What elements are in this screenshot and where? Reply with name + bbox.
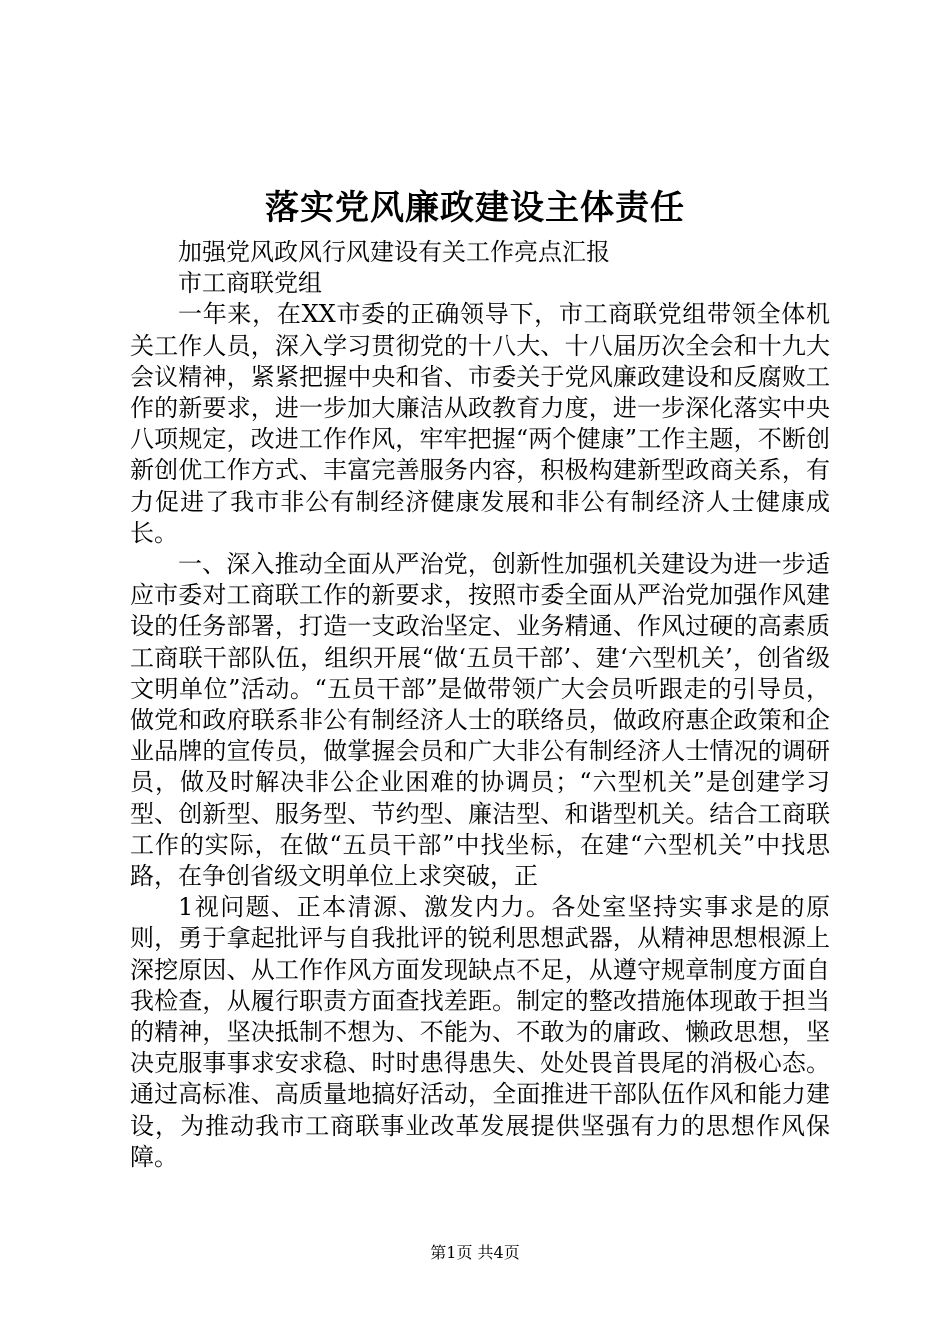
document-title: 落实党风廉政建设主体责任: [265, 188, 685, 228]
body-paragraph: 1视问题、正本清源、激发内力。各处室坚持实事求是的原则，勇于拿起批评与自我批评的锐利思想武器，从精神思想根源上深挖原因、从工作作风方面发现缺点不足，从遵守规章制度方面自我检查，从履行职责方面查找差距。制定的整改措施体现敢于担当的精神，坚决抵制不想为、不能为、不敢为的庸政、懒政思想，坚决克服事事求安求稳、时时患得患失、处处畏首畏尾的消极心态。通过高标准、高质量地搞好活动，全面推进干部队伍作风和能力建设，为推动我市工商联事业改革发展提供坚强有力的思想作风保障。: [130, 893, 830, 1171]
page-number-footer: 第1页 共4页: [430, 1243, 520, 1262]
author-paragraph: 市工商联党组: [178, 269, 322, 298]
subtitle-paragraph: 加强党风政风行风建设有关工作亮点汇报: [178, 238, 610, 266]
document-body: [130, 237, 830, 1173]
body-paragraph: 一年来，在XX市委的正确领导下，市工商联党组带领全体机关工作人员，深入学习贯彻党的十八大、十八届历次全会和十九大会议精神，紧紧把握中央和省、市委关于党风廉政建设和反腐败工作的新要求，进一步加大廉洁从政教育力度，进一步深化落实中央八项规定，改进工作作风，牢牢把握“两个健康”工作主题，不断创新创优工作方式、丰富完善服务内容，积极构建新型政商关系，有力促进了我市非公有制经济健康发展和非公有制经济人士健康成长。: [130, 300, 830, 547]
body-paragraph: 一、深入推动全面从严治党，创新性加强机关建设为进一步适应市委对工商联工作的新要求，按照市委全面从严治党加强作风建设的任务部署，打造一支政治坚定、业务精通、作风过硬的高素质工商联干部队伍，组织开展“做‘五员干部’、建‘六型机关’，创省级文明单位”活动。“五员干部”是做带领广大会员听跟走的引导员，做党和政府联系非公有制经济人士的联络员，做政府惠企政策和企业品牌的宣传员，做掌握会员和广大非公有制经济人士情况的调研员，做及时解决非公企业困难的协调员；“六型机关”是创建学习型、创新型、服务型、节约型、廉洁型、和谐型机关。结合工商联工作的实际，在做“五员干部”中找坐标，在建“六型机关”中找思路，在争创省级文明单位上求突破，正: [130, 550, 830, 891]
